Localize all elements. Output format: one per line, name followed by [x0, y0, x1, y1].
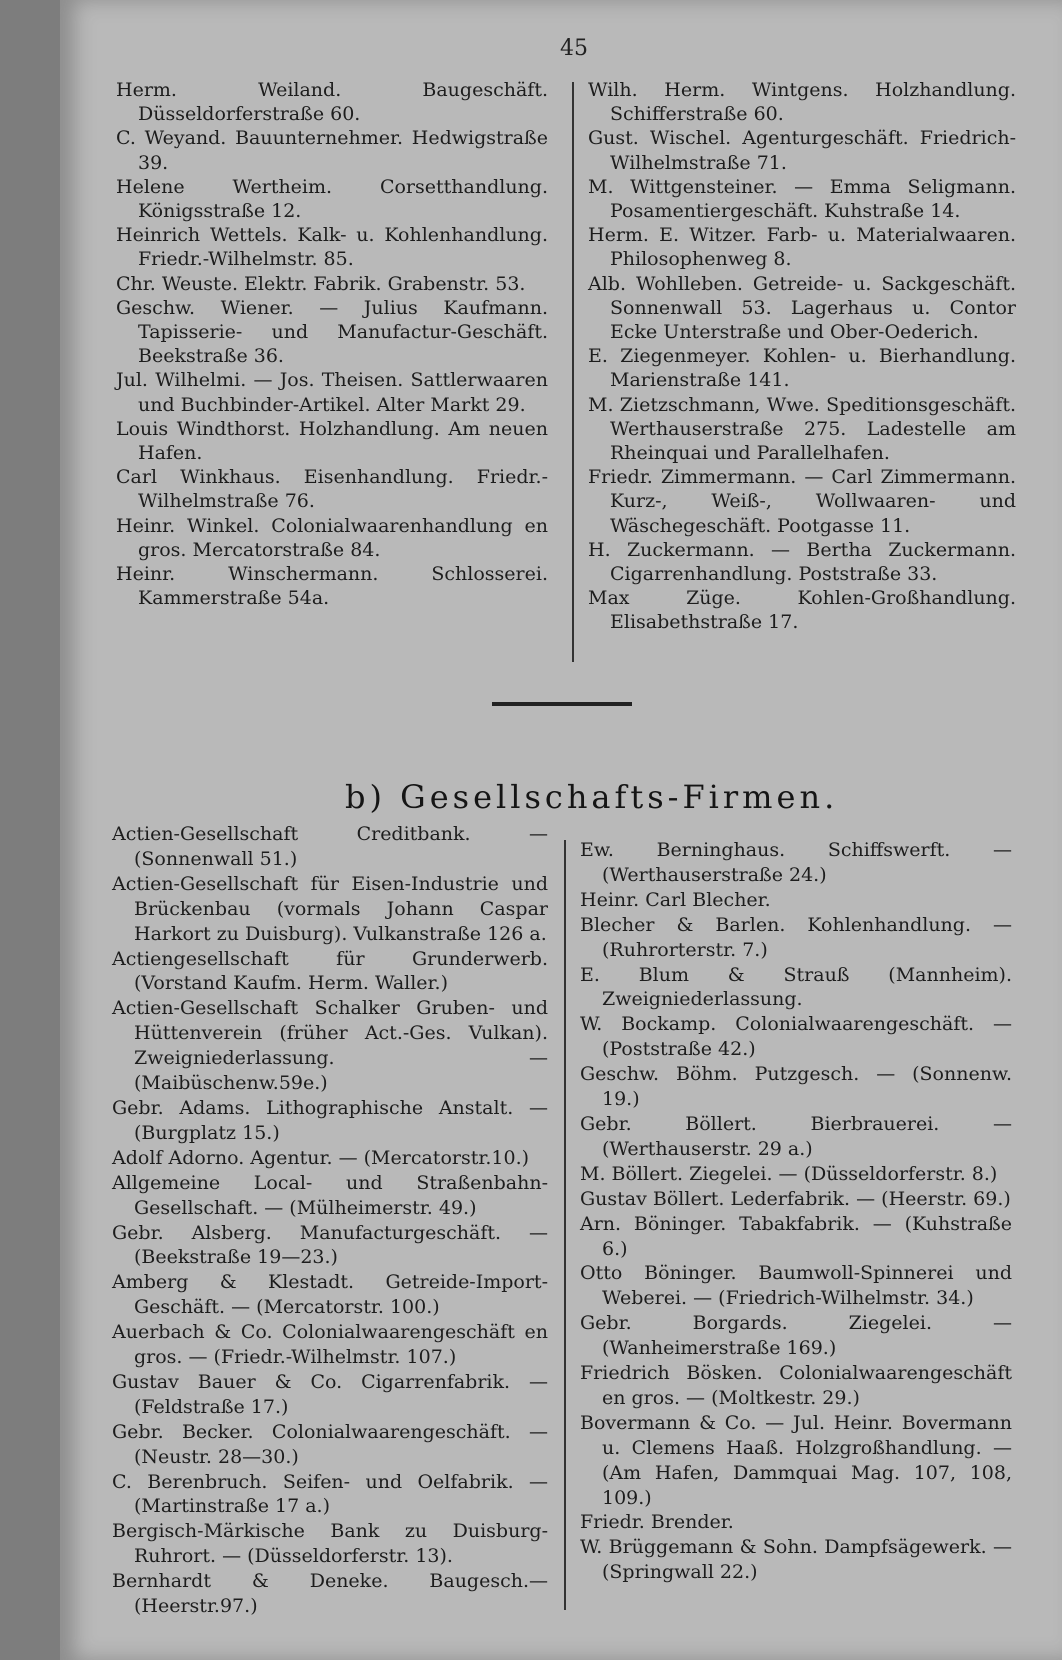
bottom-left-column	[112, 822, 548, 1619]
list-entry: Gebr. Böllert. Bierbrauerei. — (Werthauserstr. 29 a.)	[580, 1112, 1012, 1160]
list-entry: Heinr. Winschermann. Schlosserei. Kammerstraße 54a.	[116, 563, 548, 610]
list-entry: Friedr. Brender.	[580, 1511, 734, 1534]
list-entry: M. Wittgensteiner. — Emma Seligmann. Posamentiergeschäft. Kuhstraße 14.	[588, 175, 1016, 223]
bottom-right-column	[580, 838, 1012, 1585]
list-entry: Helene Wertheim. Corsetthandlung. Königsstraße 12.	[116, 175, 548, 223]
list-entry: Carl Winkhaus. Eisenhandlung. Friedr.-Wilhelmstraße 76.	[116, 466, 548, 513]
list-entry: Heinrich Wettels. Kalk- u. Kohlenhandlung. Friedr.-Wilhelmstr. 85.	[116, 224, 548, 271]
list-entry: Allgemeine Local- und Straßenbahn-Gesellschaft. — (Mülheimerstr. 49.)	[112, 1171, 548, 1219]
list-entry: W. Bockamp. Colonialwaarengeschäft. — (Poststraße 42.)	[580, 1013, 1012, 1061]
list-entry: E. Blum & Strauß (Mannheim). Zweigniederlassung.	[580, 963, 1012, 1011]
list-entry: Ew. Berninghaus. Schiffswerft. — (Werthauserstraße 24.)	[580, 839, 1012, 886]
list-entry: Jul. Wilhelmi. — Jos. Theisen. Sattlerwaaren und Buchbinder-Artikel. Alter Markt 29.	[116, 369, 548, 416]
column-divider-top	[572, 82, 574, 662]
list-entry: H. Zuckermann. — Bertha Zuckermann. Cigarrenhandlung. Poststraße 33.	[588, 538, 1016, 586]
column-divider-bottom	[564, 840, 566, 1610]
list-entry: Heinr. Winkel. Colonialwaarenhandlung en gros. Mercatorstraße 84.	[116, 514, 548, 561]
list-entry: Bergisch-Märkische Bank zu Duisburg-Ruhrort. — (Düsseldorferstr. 13).	[112, 1520, 548, 1568]
list-entry: M. Zietzschmann, Wwe. Speditionsgeschäft. Werthauserstraße 275. Ladestelle am Rheinquai und Parallelhafen.	[588, 393, 1016, 465]
list-entry: Friedr. Zimmermann. — Carl Zimmermann. Kurz-, Weiß-, Wollwaaren- und Wäschegeschäft. Pootgasse 11.	[588, 466, 1016, 537]
list-entry: Gebr. Becker. Colonialwaarengeschäft. — (Neustr. 28—30.)	[112, 1420, 548, 1468]
list-entry: M. Böllert. Ziegelei. — (Düsseldorferstr. 8.)	[580, 1162, 998, 1185]
top-right-column	[588, 78, 1016, 635]
list-entry: Gebr. Borgards. Ziegelei. — (Wanheimerstraße 169.)	[580, 1312, 1012, 1360]
list-entry: Herm. Weiland. Baugeschäft. Düsseldorferstraße 60.	[116, 79, 548, 126]
list-entry: Herm. E. Witzer. Farb- u. Materialwaaren. Philosophenweg 8.	[588, 224, 1016, 271]
list-entry: E. Ziegenmeyer. Kohlen- u. Bierhandlung. Marienstraße 141.	[588, 345, 1016, 392]
list-entry: Geschw. Böhm. Putzgesch. — (Sonnenw. 19.)	[580, 1063, 1012, 1111]
list-entry: Actiengesellschaft für Grunderwerb. (Vorstand Kaufm. Herm. Waller.)	[112, 947, 548, 995]
list-entry: C. Berenbruch. Seifen- und Oelfabrik. — (Martinstraße 17 a.)	[112, 1470, 548, 1518]
list-entry: Actien-Gesellschaft für Eisen-Industrie und Brückenbau (vormals Johann Caspar Harkort zu Duisburg). Vulkanstraße 126 a.	[112, 872, 548, 945]
list-entry: Otto Böninger. Baumwoll-Spinnerei und Weberei. — (Friedrich-Wilhelmstr. 34.)	[580, 1262, 1012, 1310]
list-entry: Gustav Bauer & Co. Cigarrenfabrik. — (Feldstraße 17.)	[112, 1370, 548, 1418]
section-divider	[492, 702, 632, 706]
list-entry: Geschw. Wiener. — Julius Kaufmann. Tapisserie- und Manufactur-Geschäft. Beekstraße 36.	[116, 296, 548, 368]
list-entry: Gust. Wischel. Agenturgeschäft. Friedrich-Wilhelmstraße 71.	[588, 127, 1016, 174]
list-entry: Actien-Gesellschaft Schalker Gruben- und Hüttenverein (früher Act.-Ges. Vulkan). Zweigniederlassung. — (Maibüschenw.59e.)	[112, 997, 548, 1095]
top-left-column	[116, 78, 548, 610]
list-entry: Wilh. Herm. Wintgens. Holzhandlung. Schifferstraße 60.	[588, 79, 1016, 126]
list-entry: Chr. Weuste. Elektr. Fabrik. Grabenstr. 53.	[116, 272, 526, 295]
list-entry: Friedrich Bösken. Colonialwaarengeschäft en gros. — (Moltkestr. 29.)	[580, 1362, 1012, 1409]
list-entry: Actien-Gesellschaft Creditbank. — (Sonnenwall 51.)	[112, 823, 548, 870]
list-entry: Heinr. Carl Blecher.	[580, 888, 771, 911]
page-number: 45	[560, 36, 588, 61]
list-entry: Alb. Wohlleben. Getreide- u. Sackgeschäft. Sonnenwall 53. Lagerhaus u. Contor Ecke Unterstraße und Ober-Oederich.	[588, 272, 1016, 344]
list-entry: Gebr. Alsberg. Manufacturgeschäft. — (Beekstraße 19—23.)	[112, 1221, 548, 1269]
list-entry: Blecher & Barlen. Kohlenhandlung. — (Ruhrorterstr. 7.)	[580, 913, 1012, 961]
list-entry: W. Brüggemann & Sohn. Dampfsägewerk. — (Springwall 22.)	[580, 1536, 1012, 1584]
list-entry: Louis Windthorst. Holzhandlung. Am neuen Hafen.	[116, 417, 548, 465]
list-entry: C. Weyand. Bauunternehmer. Hedwigstraße 39.	[116, 127, 548, 174]
list-entry: Bernhardt & Deneke. Baugesch.—(Heerstr.97.)	[112, 1570, 548, 1618]
list-entry: Bovermann & Co. — Jul. Heinr. Bovermann u. Clemens Haaß. Holzgroßhandlung. — (Am Hafen, Dammquai Mag. 107, 108, 109.)	[580, 1411, 1012, 1509]
list-entry: Amberg & Klestadt. Getreide-Import-Geschäft. — (Mercatorstr. 100.)	[112, 1271, 548, 1319]
list-entry: Adolf Adorno. Agentur. — (Mercatorstr.10.)	[112, 1146, 530, 1169]
list-entry: Auerbach & Co. Colonialwaarengeschäft en gros. — (Friedr.-Wilhelmstr. 107.)	[112, 1321, 548, 1369]
list-entry: Arn. Böninger. Tabakfabrik. — (Kuhstraße 6.)	[580, 1212, 1012, 1260]
list-entry: Max Züge. Kohlen-Großhandlung. Elisabethstraße 17.	[588, 587, 1016, 634]
list-entry: Gebr. Adams. Lithographische Anstalt. — (Burgplatz 15.)	[112, 1096, 548, 1144]
section-heading: b) Gesellschafts-Firmen.	[345, 778, 839, 816]
list-entry: Gustav Böllert. Lederfabrik. — (Heerstr. 69.)	[580, 1187, 1011, 1210]
